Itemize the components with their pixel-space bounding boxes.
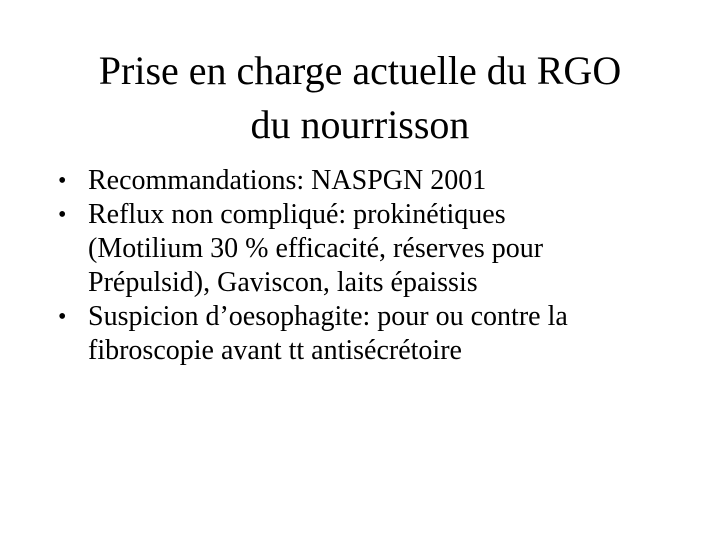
bullet-item-reflux [58, 198, 668, 300]
bullet-line: Recommandations: NASPGN 2001 [88, 165, 487, 196]
slide-title-line-2: du nourrisson [250, 102, 470, 147]
bullet-line: Reflux non compliqué: prokinétiques [88, 199, 506, 230]
slide-title-line-1: Prise en charge actuelle du RGO [98, 48, 622, 93]
bullet-text [88, 300, 668, 368]
bullet-list [58, 164, 668, 368]
bullet-dot-icon: • [58, 304, 67, 330]
bullet-text [88, 164, 668, 198]
bullet-text [88, 198, 668, 300]
bullet-line: fibroscopie avant tt antisécrétoire [88, 335, 462, 366]
bullet-line: (Motilium 30 % efficacité, réserves pour [88, 233, 544, 264]
bullet-line: Suspicion d’oesophagite: pour ou contre la [88, 301, 568, 332]
bullet-item-oesophagite [58, 300, 668, 368]
slide-title [36, 44, 684, 152]
bullet-item-recommendations [58, 164, 668, 198]
bullet-dot-icon: • [58, 168, 67, 194]
bullet-line: Prépulsid), Gaviscon, laits épaissis [88, 267, 478, 298]
bullet-dot-icon: • [58, 202, 67, 228]
